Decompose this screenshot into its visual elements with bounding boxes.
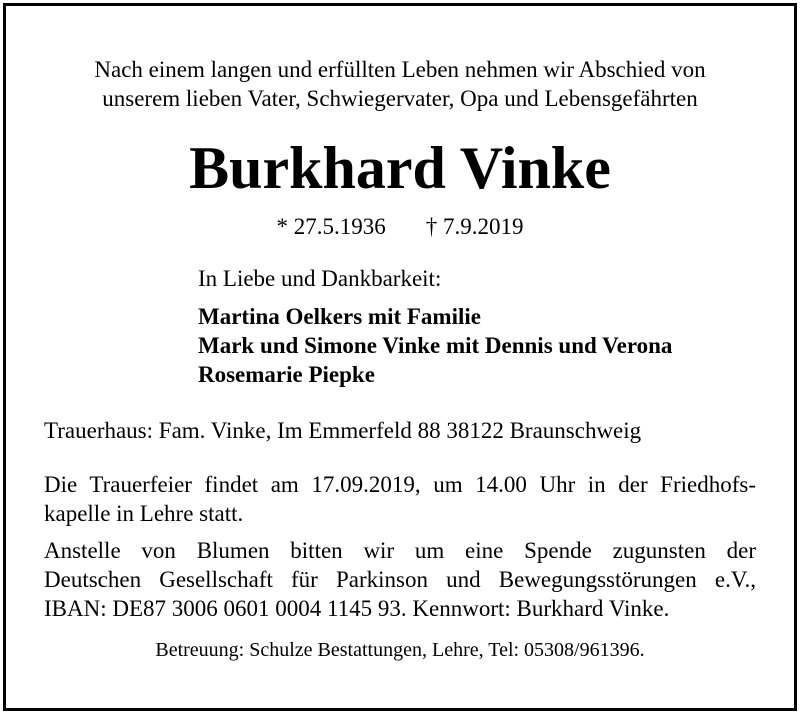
funeral-line-1: Die Trauerfeier findet am 17.09.2019, um 14.00 Uhr in der Friedhofs- bbox=[44, 472, 756, 497]
donation-line-1: Anstelle von Blumen bitten wir um eine Spende zugunsten der bbox=[44, 538, 756, 563]
donation-line-2: Deutschen Gesellschaft für Parkinson und Bewegungsstörungen e.V., bbox=[44, 567, 756, 592]
intro-line-2: unserem lieben Vater, Schwiegervater, Opa und Lebensgefährten bbox=[102, 86, 698, 111]
funeral-line-2: kapelle in Lehre statt. bbox=[44, 501, 244, 526]
mourner-name: Mark und Simone Vinke mit Dennis und Verona bbox=[198, 333, 673, 358]
undertaker-info: Betreuung: Schulze Bestattungen, Lehre, Tel: 05308/961396. bbox=[155, 639, 645, 661]
deceased-name: Burkhard Vinke bbox=[189, 135, 611, 201]
donation-line-3: IBAN: DE87 3006 0601 0004 1145 93. Kennwort: Burkhard Vinke. bbox=[44, 596, 670, 621]
mourners-intro: In Liebe und Dankbarkeit: bbox=[198, 266, 442, 291]
funeral-info bbox=[44, 470, 756, 528]
mourner-name: Martina Oelkers mit Familie bbox=[198, 304, 481, 329]
life-dates bbox=[44, 212, 756, 241]
mourner-name: Rosemarie Piepke bbox=[198, 362, 375, 387]
donation-info bbox=[44, 536, 756, 623]
birth-date: * 27.5.1936 bbox=[276, 214, 386, 239]
intro-text bbox=[44, 55, 756, 113]
intro-line-1: Nach einem langen und erfüllten Leben nehmen wir Abschied von bbox=[94, 57, 706, 82]
death-date: † 7.9.2019 bbox=[425, 214, 524, 239]
mourners-list bbox=[198, 302, 672, 389]
obituary-content bbox=[44, 0, 756, 713]
mourners-block bbox=[198, 264, 672, 389]
trauerhaus-address: Trauerhaus: Fam. Vinke, Im Emmerfeld 88 38122 Braunschweig bbox=[44, 418, 642, 443]
